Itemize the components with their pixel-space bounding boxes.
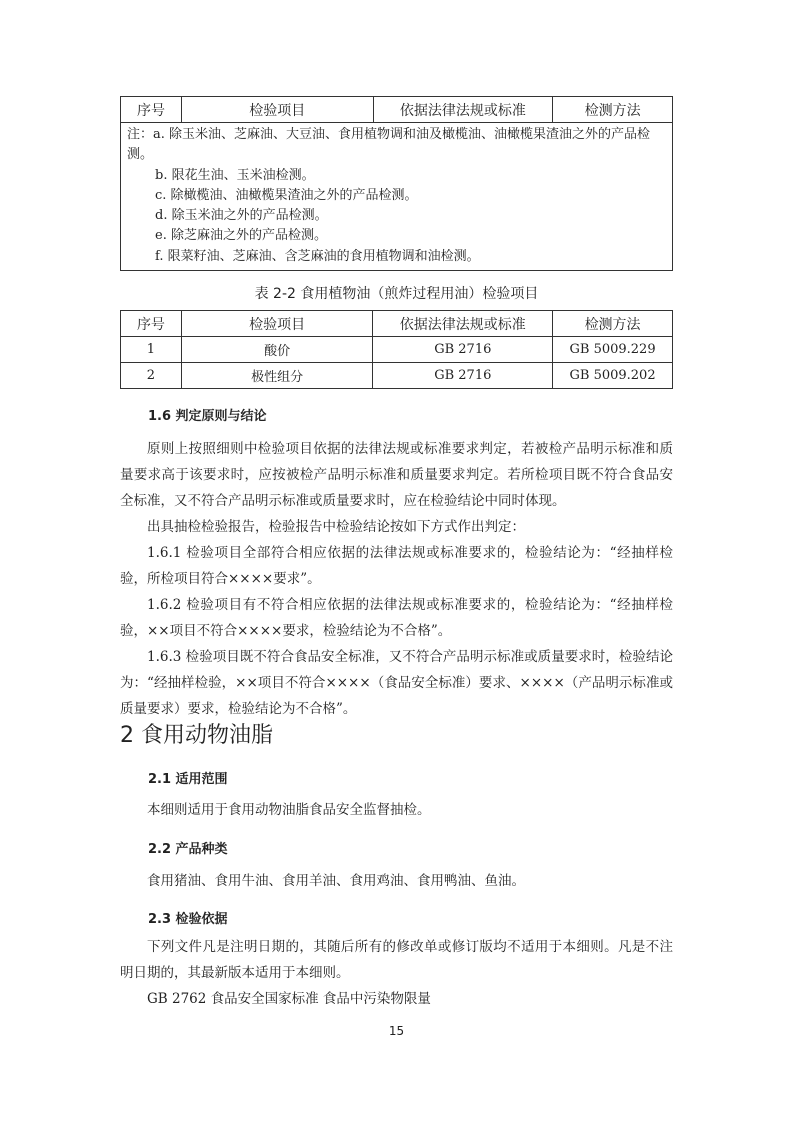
note-d: d. 除玉米油之外的产品检测。 — [155, 208, 328, 224]
note-f: f. 限菜籽油、芝麻油、含芝麻油的食用植物调和油检测。 — [155, 248, 480, 264]
page-number: 15 — [388, 1024, 405, 1038]
section-2-3-body — [120, 934, 673, 1012]
header-cell: 检验项目 — [181, 311, 373, 337]
section-2-2-body — [120, 868, 673, 894]
table-cell: 1 — [121, 337, 182, 363]
header-cell: 序号 — [121, 311, 182, 337]
note-e: e. 除芝麻油之外的产品检测。 — [155, 228, 327, 244]
section-heading-2-1: 2.1 适用范围 — [148, 772, 228, 787]
table-1-continued — [120, 96, 673, 271]
paragraph: 出具抽检检验报告，检验报告中检验结论按如下方式作出判定： — [147, 519, 525, 535]
paragraph: 下列文件凡是注明日期的，其随后所有的修改单或修订版均不适用于本细则。凡是不注明日期的，其最新版本适用于本细则。 — [120, 939, 673, 981]
section-heading-1-6: 1.6 判定原则与结论 — [148, 409, 267, 424]
table-notes — [121, 123, 673, 271]
table-2-caption: 表 2-2 食用植物油（煎炸过程用油）检验项目 — [254, 286, 539, 302]
table-header-row — [121, 311, 673, 337]
table-row — [121, 363, 673, 389]
paragraph: 本细则适用于食用动物油脂食品安全监督抽检。 — [147, 802, 431, 818]
table-header-row — [121, 97, 673, 123]
header-cell: 检验项目 — [181, 97, 373, 123]
table-cell: GB 2716 — [373, 363, 553, 389]
header-cell: 序号 — [121, 97, 182, 123]
paragraph: 1.6.1 检验项目全部符合相应依据的法律法规或标准要求的，检验结论为：“经抽样检验，所检项目符合××××要求”。 — [120, 545, 673, 587]
table-cell: 极性组分 — [181, 363, 373, 389]
notes-row — [121, 123, 673, 271]
paragraph: 1.6.3 检验项目既不符合食品安全标准，又不符合产品明示标准或质量要求时，检验结论为：“经抽样检验，××项目不符合××××（食品安全标准）要求、××××（产品明示标准或质量要求）要求，检验结论为不合格”。 — [120, 649, 673, 717]
header-cell: 检测方法 — [553, 311, 673, 337]
table-cell: 2 — [121, 363, 182, 389]
paragraph: 原则上按照细则中检验项目依据的法律法规或标准要求判定，若被检产品明示标准和质量要求高于该要求时，应按被检产品明示标准和质量要求判定。若所检项目既不符合食品安全标准，又不符合产品明示标准或质量要求时，应在检验结论中同时体现。 — [120, 441, 673, 509]
table-cell: GB 5009.229 — [553, 337, 673, 363]
note-b: b. 限花生油、玉米油检测。 — [155, 167, 315, 183]
header-cell: 依据法律法规或标准 — [373, 97, 553, 123]
section-2-1-body — [120, 797, 673, 823]
paragraph: 食用猪油、食用牛油、食用羊油、食用鸡油、食用鸭油、鱼油。 — [147, 873, 525, 889]
section-heading-2-2: 2.2 产品种类 — [148, 842, 228, 857]
chapter-heading: 2 食用动物油脂 — [120, 723, 273, 748]
table-cell: 酸价 — [181, 337, 373, 363]
note-c: c. 除橄榄油、油橄榄果渣油之外的产品检测。 — [155, 187, 418, 203]
header-cell: 依据法律法规或标准 — [373, 311, 553, 337]
header-cell: 检测方法 — [553, 97, 673, 123]
paragraph: 1.6.2 检验项目有不符合相应依据的法律法规或标准要求的，检验结论为：“经抽样检验，××项目不符合××××要求，检验结论为不合格”。 — [120, 597, 673, 639]
table-cell: GB 2716 — [373, 337, 553, 363]
note-a: 注：a. 除玉米油、芝麻油、大豆油、食用植物调和油及橄榄油、油橄榄果渣油之外的产品检测。 — [127, 127, 651, 163]
table-row — [121, 337, 673, 363]
section-heading-2-3: 2.3 检验依据 — [148, 912, 228, 927]
table-cell: GB 5009.202 — [553, 363, 673, 389]
paragraph: GB 2762 食品安全国家标准 食品中污染物限量 — [147, 991, 431, 1007]
table-2 — [120, 310, 673, 389]
section-1-6-body — [120, 436, 673, 722]
